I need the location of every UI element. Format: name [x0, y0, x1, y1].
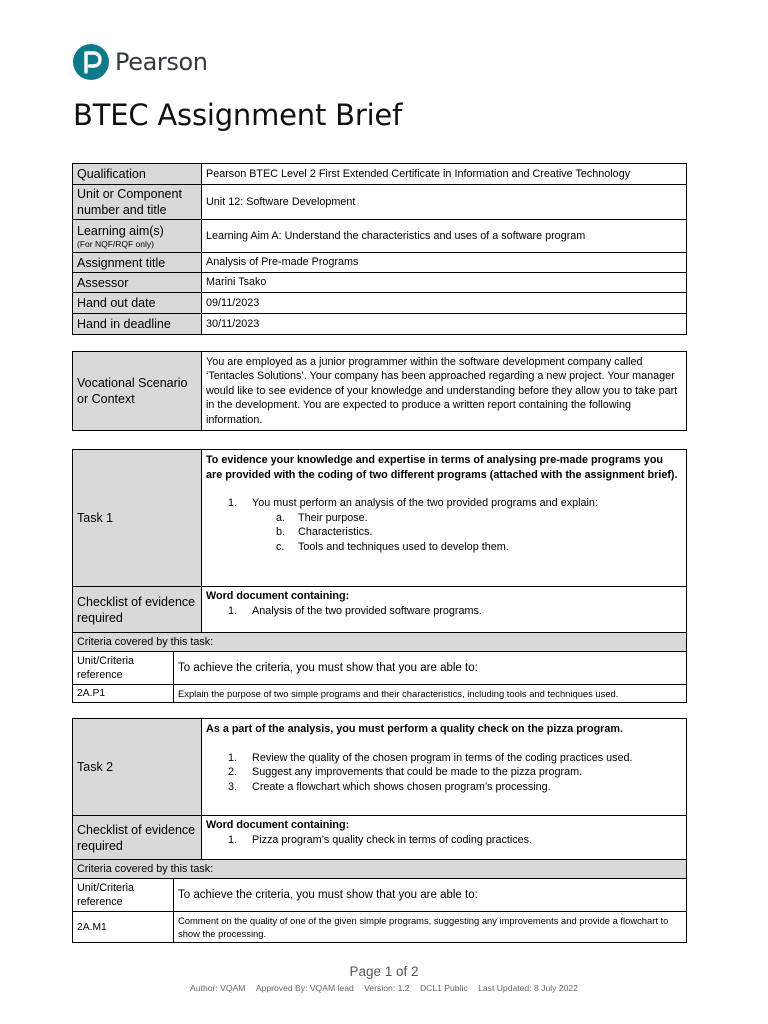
list-item: 1. You must perform an analysis of the two provided programs and explain: [228, 497, 598, 509]
info-sublabel: (For NQF/RQF only) [77, 239, 154, 249]
footer-author: Author: VQAM [190, 983, 246, 993]
pearson-p-icon [73, 44, 109, 80]
task2-intro: As a part of the analysis, you must perform a quality check on the pizza program. [206, 723, 623, 735]
info-row [73, 314, 687, 335]
footer-approved: Approved By: VQAM lead [255, 983, 354, 993]
task2-checklist-row [73, 816, 687, 860]
footer-version: Version: 1.2 [364, 983, 410, 993]
list-item: c. Tools and techniques used to develop them. [276, 540, 509, 553]
scenario-table [72, 351, 687, 431]
scenario-row [73, 352, 687, 431]
task2-row [73, 719, 687, 816]
info-value: Analysis of Pre-made Programs [202, 253, 687, 273]
task1-row [73, 450, 687, 587]
info-label: Assessor [73, 273, 202, 293]
achieve-header: To achieve the criteria, you must show that you are able to: [174, 879, 687, 912]
ref-header: Unit/Criteria reference [73, 879, 174, 912]
criteria-description: Comment on the quality of one of the given simple programs, suggesting any improvements and provide a flowchart to show the processing. [174, 912, 687, 943]
task1-description [202, 450, 687, 587]
info-row [73, 273, 687, 293]
checklist-content [202, 816, 687, 860]
footer-updated: Last Updated: 8 July 2022 [478, 983, 578, 993]
checklist-content [202, 587, 687, 633]
info-value: Marini Tsako [202, 273, 687, 293]
scenario-label: Vocational Scenario or Context [73, 352, 202, 431]
info-value: Learning Aim A: Understand the characteristics and uses of a software program [202, 220, 687, 253]
task1-label: Task 1 [73, 450, 202, 587]
info-value: Unit 12: Software Development [202, 185, 687, 220]
criteria-ref: 2A.M1 [73, 912, 174, 943]
checklist-list [206, 833, 682, 848]
info-value: 30/11/2023 [202, 314, 687, 335]
assignment-info-table [72, 163, 687, 335]
info-row [73, 253, 687, 273]
info-row [73, 220, 687, 253]
info-label: Assignment title [73, 253, 202, 273]
criteria-row [73, 685, 687, 703]
list-item: 1. Review the quality of the chosen program in terms of the coding practices used. [228, 751, 633, 764]
criteria-columns-row [73, 879, 687, 912]
list-item: b. Characteristics. [276, 526, 373, 538]
criteria-description: Explain the purpose of two simple programs and their characteristics, including tools and techniques used. [174, 685, 687, 703]
task2-label: Task 2 [73, 719, 202, 816]
checklist-title: Word document containing: [206, 819, 350, 831]
list-item: 1. Analysis of the two provided software programs. [228, 604, 482, 617]
criteria-columns-row [73, 652, 687, 685]
document-title: BTEC Assignment Brief [73, 98, 403, 132]
scenario-text: You are employed as a junior programmer within the software development company called ‘Tentacles Solutions’. Your company has been approached regarding a new project. Your manager would like to see evidence of your knowledge and understanding before they allow you to take part in the development. You are expected to produce a written report containing the following information. [202, 352, 687, 431]
info-row [73, 164, 687, 185]
page-number: Page 1 of 2 [349, 964, 419, 979]
info-row [73, 185, 687, 220]
task1-list [206, 496, 682, 511]
footer-meta [0, 983, 768, 993]
checklist-title: Word document containing: [206, 590, 350, 602]
info-label: Hand out date [73, 293, 202, 314]
list-item: 3. Create a flowchart which shows chosen program’s processing. [228, 780, 551, 793]
achieve-header: To achieve the criteria, you must show that you are able to: [174, 652, 687, 685]
info-label: Qualification [73, 164, 202, 185]
info-label: Hand in deadline [73, 314, 202, 335]
task1-sublist [206, 511, 682, 555]
info-row [73, 293, 687, 314]
task1-checklist-row [73, 587, 687, 633]
list-item: 1. Pizza program’s quality check in terms of coding practices. [228, 833, 533, 846]
info-label [73, 220, 202, 253]
task1-table [72, 449, 687, 703]
ref-header: Unit/Criteria reference [73, 652, 174, 685]
task2-table [72, 718, 687, 943]
criteria-header: Criteria covered by this task: [73, 633, 687, 652]
footer-classification: DCL1 Public [419, 983, 468, 993]
info-value: Pearson BTEC Level 2 First Extended Certificate in Information and Creative Technology [202, 164, 687, 185]
criteria-ref: 2A.P1 [73, 685, 174, 703]
checklist-label: Checklist of evidence required [73, 816, 202, 860]
pearson-logo [73, 44, 208, 80]
criteria-header: Criteria covered by this task: [73, 860, 687, 879]
pearson-logo-text: Pearson [115, 48, 208, 76]
criteria-header-row [73, 860, 687, 879]
checklist-list [206, 604, 682, 619]
task2-description [202, 719, 687, 816]
task2-list [206, 751, 682, 795]
info-label-text: Learning aim(s) [77, 224, 164, 238]
criteria-header-row [73, 633, 687, 652]
list-item: a. Their purpose. [276, 511, 368, 524]
task1-intro: To evidence your knowledge and expertise in terms of analysing pre-made programs you are provided with the coding of two different programs (attached with the assignment brief). [206, 454, 678, 481]
info-value: 09/11/2023 [202, 293, 687, 314]
info-label: Unit or Component number and title [73, 185, 202, 220]
list-item: 2. Suggest any improvements that could be made to the pizza program. [228, 766, 583, 778]
checklist-label: Checklist of evidence required [73, 587, 202, 633]
criteria-row [73, 912, 687, 943]
